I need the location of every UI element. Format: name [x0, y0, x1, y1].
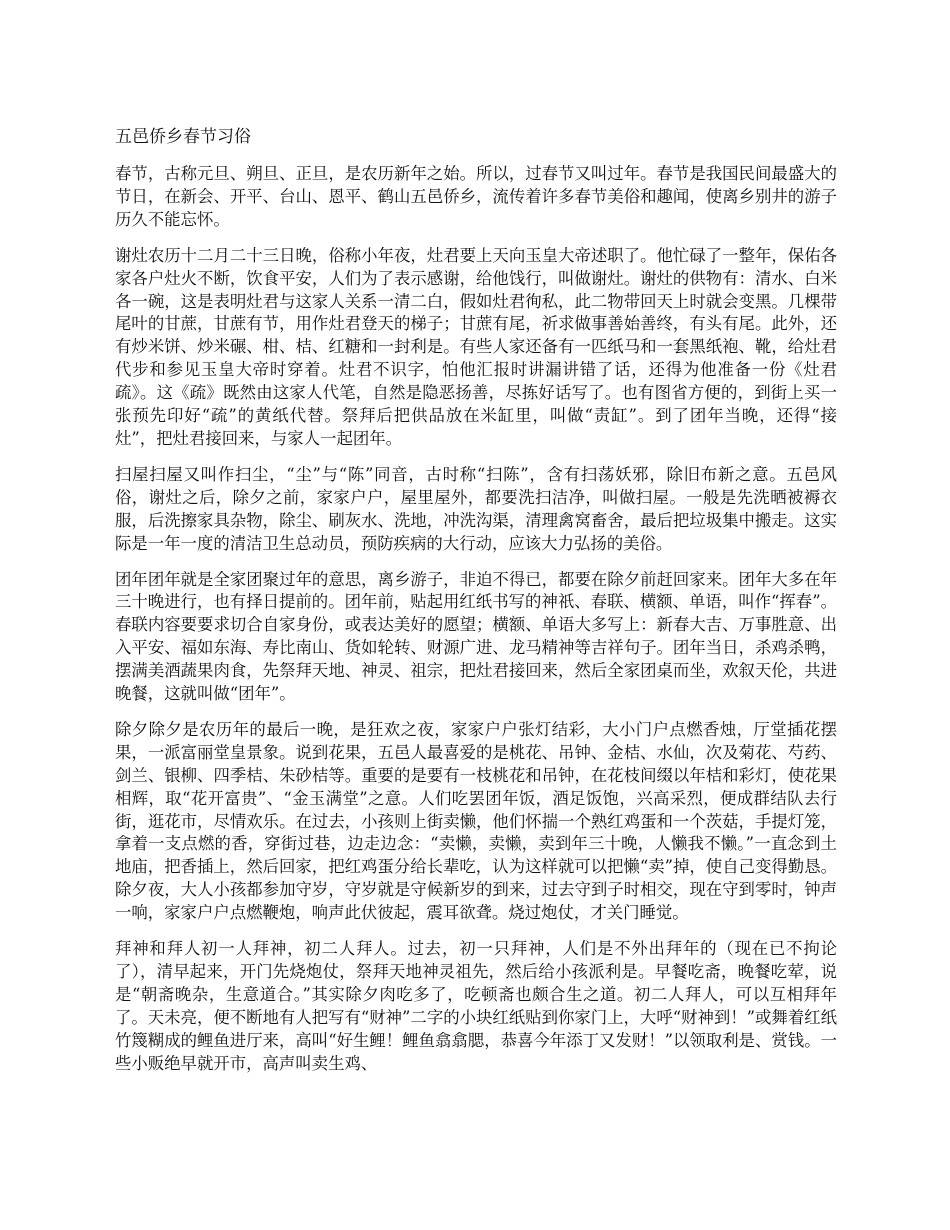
paragraph-xiezao: 谢灶农历十二月二十三日晚，俗称小年夜，灶君要上天向玉皇大帝述职了。他忙碌了一整年，保佑各家各户灶火不断，饮食平安，人们为了表示感谢，给他饯行，叫做谢灶。谢灶的供物有：清水、白米各一碗，这是表明灶君与这家人关系一清二白，假如灶君徇私，此二物带回天上时就会变黑。几棵带尾叶的甘蔗，甘蔗有节，用作灶君登天的梯子；甘蔗有尾，祈求做事善始善终，有头有尾。此外，还有炒米饼、炒米碾、柑、桔、红糖和一封利是。有些人家还备有一匹纸马和一套黑纸袍、靴，给灶君代步和参见玉皇大帝时穿着。灶君不识字，怕他汇报时讲漏讲错了话，还得为他准备一份《灶君疏》。这《疏》既然由这家人代笔，自然是隐恶扬善，尽拣好话写了。也有图省方便的，到街上买一张预先印好“疏”的黄纸代替。祭拜后把供品放在米缸里，叫做“责缸”。到了团年当晚，还得“接灶”，把灶君接回来，与家人一起团年。 [115, 245, 837, 448]
paragraph-intro: 春节，古称元旦、朔旦、正旦，是农历新年之始。所以，过春节又叫过年。春节是我国民间最盛大的节日，在新会、开平、台山、恩平、鹤山五邑侨乡，流传着许多春节美俗和趣闻，使离乡别井的游子历久不能忘怀。 [115, 164, 837, 229]
paragraph-saowu: 扫屋扫屋又叫作扫尘，“尘”与“陈”同音，古时称“扫陈”，含有扫荡妖邪，除旧布新之意。五邑风俗，谢灶之后，除夕之前，家家户户，屋里屋外，都要洗扫洁净，叫做扫屋。一般是先洗晒被褥衣服，后洗擦家具杂物，除尘、刷灰水、洗地，冲洗沟渠，清理禽窝畜舍，最后把垃圾集中搬走。这实际是一年一度的清洁卫生总动员，预防疾病的大行动，应该大力弘扬的美俗。 [115, 464, 837, 553]
paragraph-chuxi: 除夕除夕是农历年的最后一晚，是狂欢之夜，家家户户张灯结彩，大小门户点燃香烛，厅堂插花摆果，一派富丽堂皇景象。说到花果，五邑人最喜爱的是桃花、吊钟、金桔、水仙，次及菊花、芍药、剑兰、银柳、四季桔、朱砂桔等。重要的是要有一枝桃花和吊钟，在花枝间缀以年桔和彩灯，使花果相辉，取“花开富贵”、“金玉满堂”之意。人们吃罢团年饭，酒足饭饱，兴高采烈，便成群结队去行街，逛花市，尽情欢乐。在过去，小孩则上街卖懒，他们怀揣一个熟红鸡蛋和一个茨菇，手提灯笼，拿着一支点燃的香，穿街过巷，边走边念：“卖懒，卖懒，卖到年三十晚，人懒我不懒。”一直念到土地庙，把香插上，然后回家，把红鸡蛋分给长辈吃，认为这样就可以把懒“卖”掉，使自己变得勤恳。除夕夜，大人小孩都参加守岁，守岁就是守候新岁的到来，过去守到子时相交，现在守到零时，钟声一响，家家户户点燃鞭炮，响声此伏彼起，震耳欲聋。烧过炮仗，才关门睡觉。 [115, 719, 837, 923]
paragraph-baishen: 拜神和拜人初一人拜神，初二人拜人。过去，初一只拜神，人们是不外出拜年的（现在已不拘论了），清早起来，开门先烧炮仗，祭拜天地神灵祖先，然后给小孩派利是。早餐吃斋，晚餐吃荤，说是“朝斋晚杂，生意道合。”其实除夕肉吃多了，吃顿斋也颇合生之道。初二人拜人，可以互相拜年了。天未亮，便不断地有人把写有“财神”二字的小块红纸贴到你家门上，大呼“财神到！”或舞着红纸竹篾糊成的鲤鱼进厅来，高叫“好生鲤！鲤鱼翕翕腮，恭喜今年添丁又发财！”以领取利是、赏钱。一些小贩绝早就开市，高声叫卖生鸡、 [115, 939, 837, 1073]
document-page [115, 124, 837, 1089]
document-title: 五邑侨乡春节习俗 [115, 127, 251, 147]
paragraph-tuannian: 团年团年就是全家团聚过年的意思，离乡游子，非迫不得已，都要在除夕前赶回家来。团年大多在年三十晚进行，也有择日提前的。团年前，贴起用红纸书写的神祇、春联、横额、单语，叫作“挥春”。春联内容要要求切合自家身份，或表达美好的愿望；横额、单语大多写上：新春大吉、万事胜意、出入平安、福如东海、寿比南山、货如轮转、财源广进、龙马精神等吉祥句子。团年当日，杀鸡杀鸭，摆满美酒蔬果肉食，先祭拜天地、神灵、祖宗，把灶君接回来，然后全家团桌而坐，欢叙天伦，共进晚餐，这就叫做“团年”。 [115, 569, 837, 704]
